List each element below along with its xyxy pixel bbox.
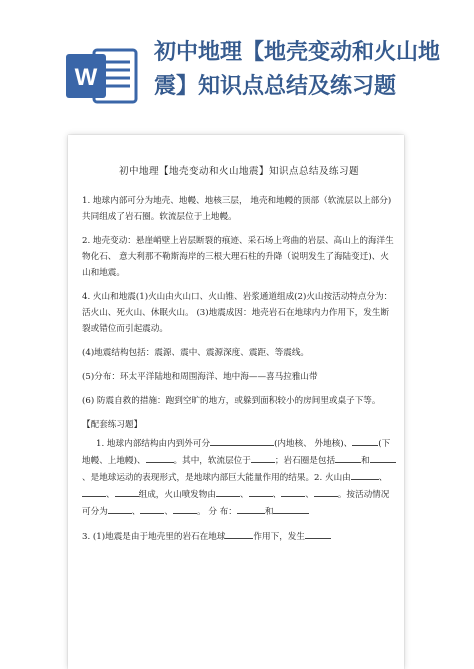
answer-blank[interactable] — [173, 503, 197, 514]
question-3: 3. (1)地震是由于地壳里的岩石在地球 作用下，发生 — [82, 528, 396, 545]
answer-blank[interactable] — [146, 452, 174, 463]
answer-blank[interactable] — [216, 486, 240, 497]
paragraph-1: 1. 地球内部可分为地壳、地幔、地核三层， 地壳和地幔的顶部（软流层以上部分)共同组成了岩石圈。软流层位于上地幔。 — [82, 196, 392, 222]
document-page — [68, 135, 404, 669]
svg-text:W: W — [74, 64, 98, 91]
header — [0, 0, 474, 130]
answer-blank[interactable] — [281, 486, 305, 497]
answer-blank[interactable] — [108, 503, 132, 514]
answer-blank[interactable] — [225, 528, 253, 539]
answer-blank[interactable] — [351, 469, 379, 480]
page-title: 初中地理【地壳变动和火山地震】知识点总结及练习题 — [154, 40, 441, 99]
answer-blank[interactable] — [82, 486, 106, 497]
answer-blank[interactable] — [335, 452, 361, 463]
answer-blank[interactable] — [140, 503, 164, 514]
paragraph-4-5: (5)分布：环太平洋陆地和周围海洋、地中海——喜马拉雅山带 — [82, 372, 318, 382]
section-label: 【配套练习题】 — [82, 420, 143, 430]
document-title: 初中地理【地壳变动和火山地震】知识点总结及练习题 — [118, 166, 359, 177]
paragraph-4-4: (4)地震结构包括：震源、震中、震源深度、震距、等震线。 — [82, 348, 310, 358]
paragraph-2: 2. 地壳变动：悬崖峭壁上岩层断裂的痕迹、采石场上弯曲的岩层、高山上的海洋生物化石、 意大利那不勒斯海岸的三根大理石柱的升降（说明发生了海陆变迁)、火山和地震。 — [82, 236, 394, 278]
answer-blank[interactable] — [370, 452, 396, 463]
answer-blank[interactable] — [273, 503, 309, 514]
question-1: 1. 地球内部结构由内到外可分 (内地核、 外地核)、 (下地幔、上地幔)、 。其中，软流层位于 ；岩石圈是包括 和、是地球运动的表现形式，是地球内部巨大能量作用的结果。2. 火山由 、、 组成，火山喷发物由 、 、 、 。按活动情况可分为 、 、 。 分 布： 和 — [82, 435, 396, 520]
answer-blank[interactable] — [251, 452, 275, 463]
answer-blank[interactable] — [249, 486, 273, 497]
answer-blank[interactable] — [115, 486, 139, 497]
paragraph-4-6: (6) 防震自救的措施：跑到空旷的地方，或躲到面积较小的房间里或桌子下等。 — [82, 396, 381, 406]
answer-blank[interactable] — [305, 528, 331, 539]
word-icon — [64, 44, 138, 108]
answer-blank[interactable] — [352, 435, 378, 446]
answer-blank[interactable] — [210, 435, 274, 446]
paragraph-4: 4. 火山和地震(1)火山由火山口、火山锥、岩浆通道组成(2)火山按活动特点分为：活火山、死火山、休眠火山。 (3)地震成因：地壳岩石在地球内力作用下，发生断裂或错位而引起震动。 — [82, 292, 393, 334]
answer-blank[interactable] — [314, 486, 338, 497]
answer-blank[interactable] — [237, 503, 265, 514]
